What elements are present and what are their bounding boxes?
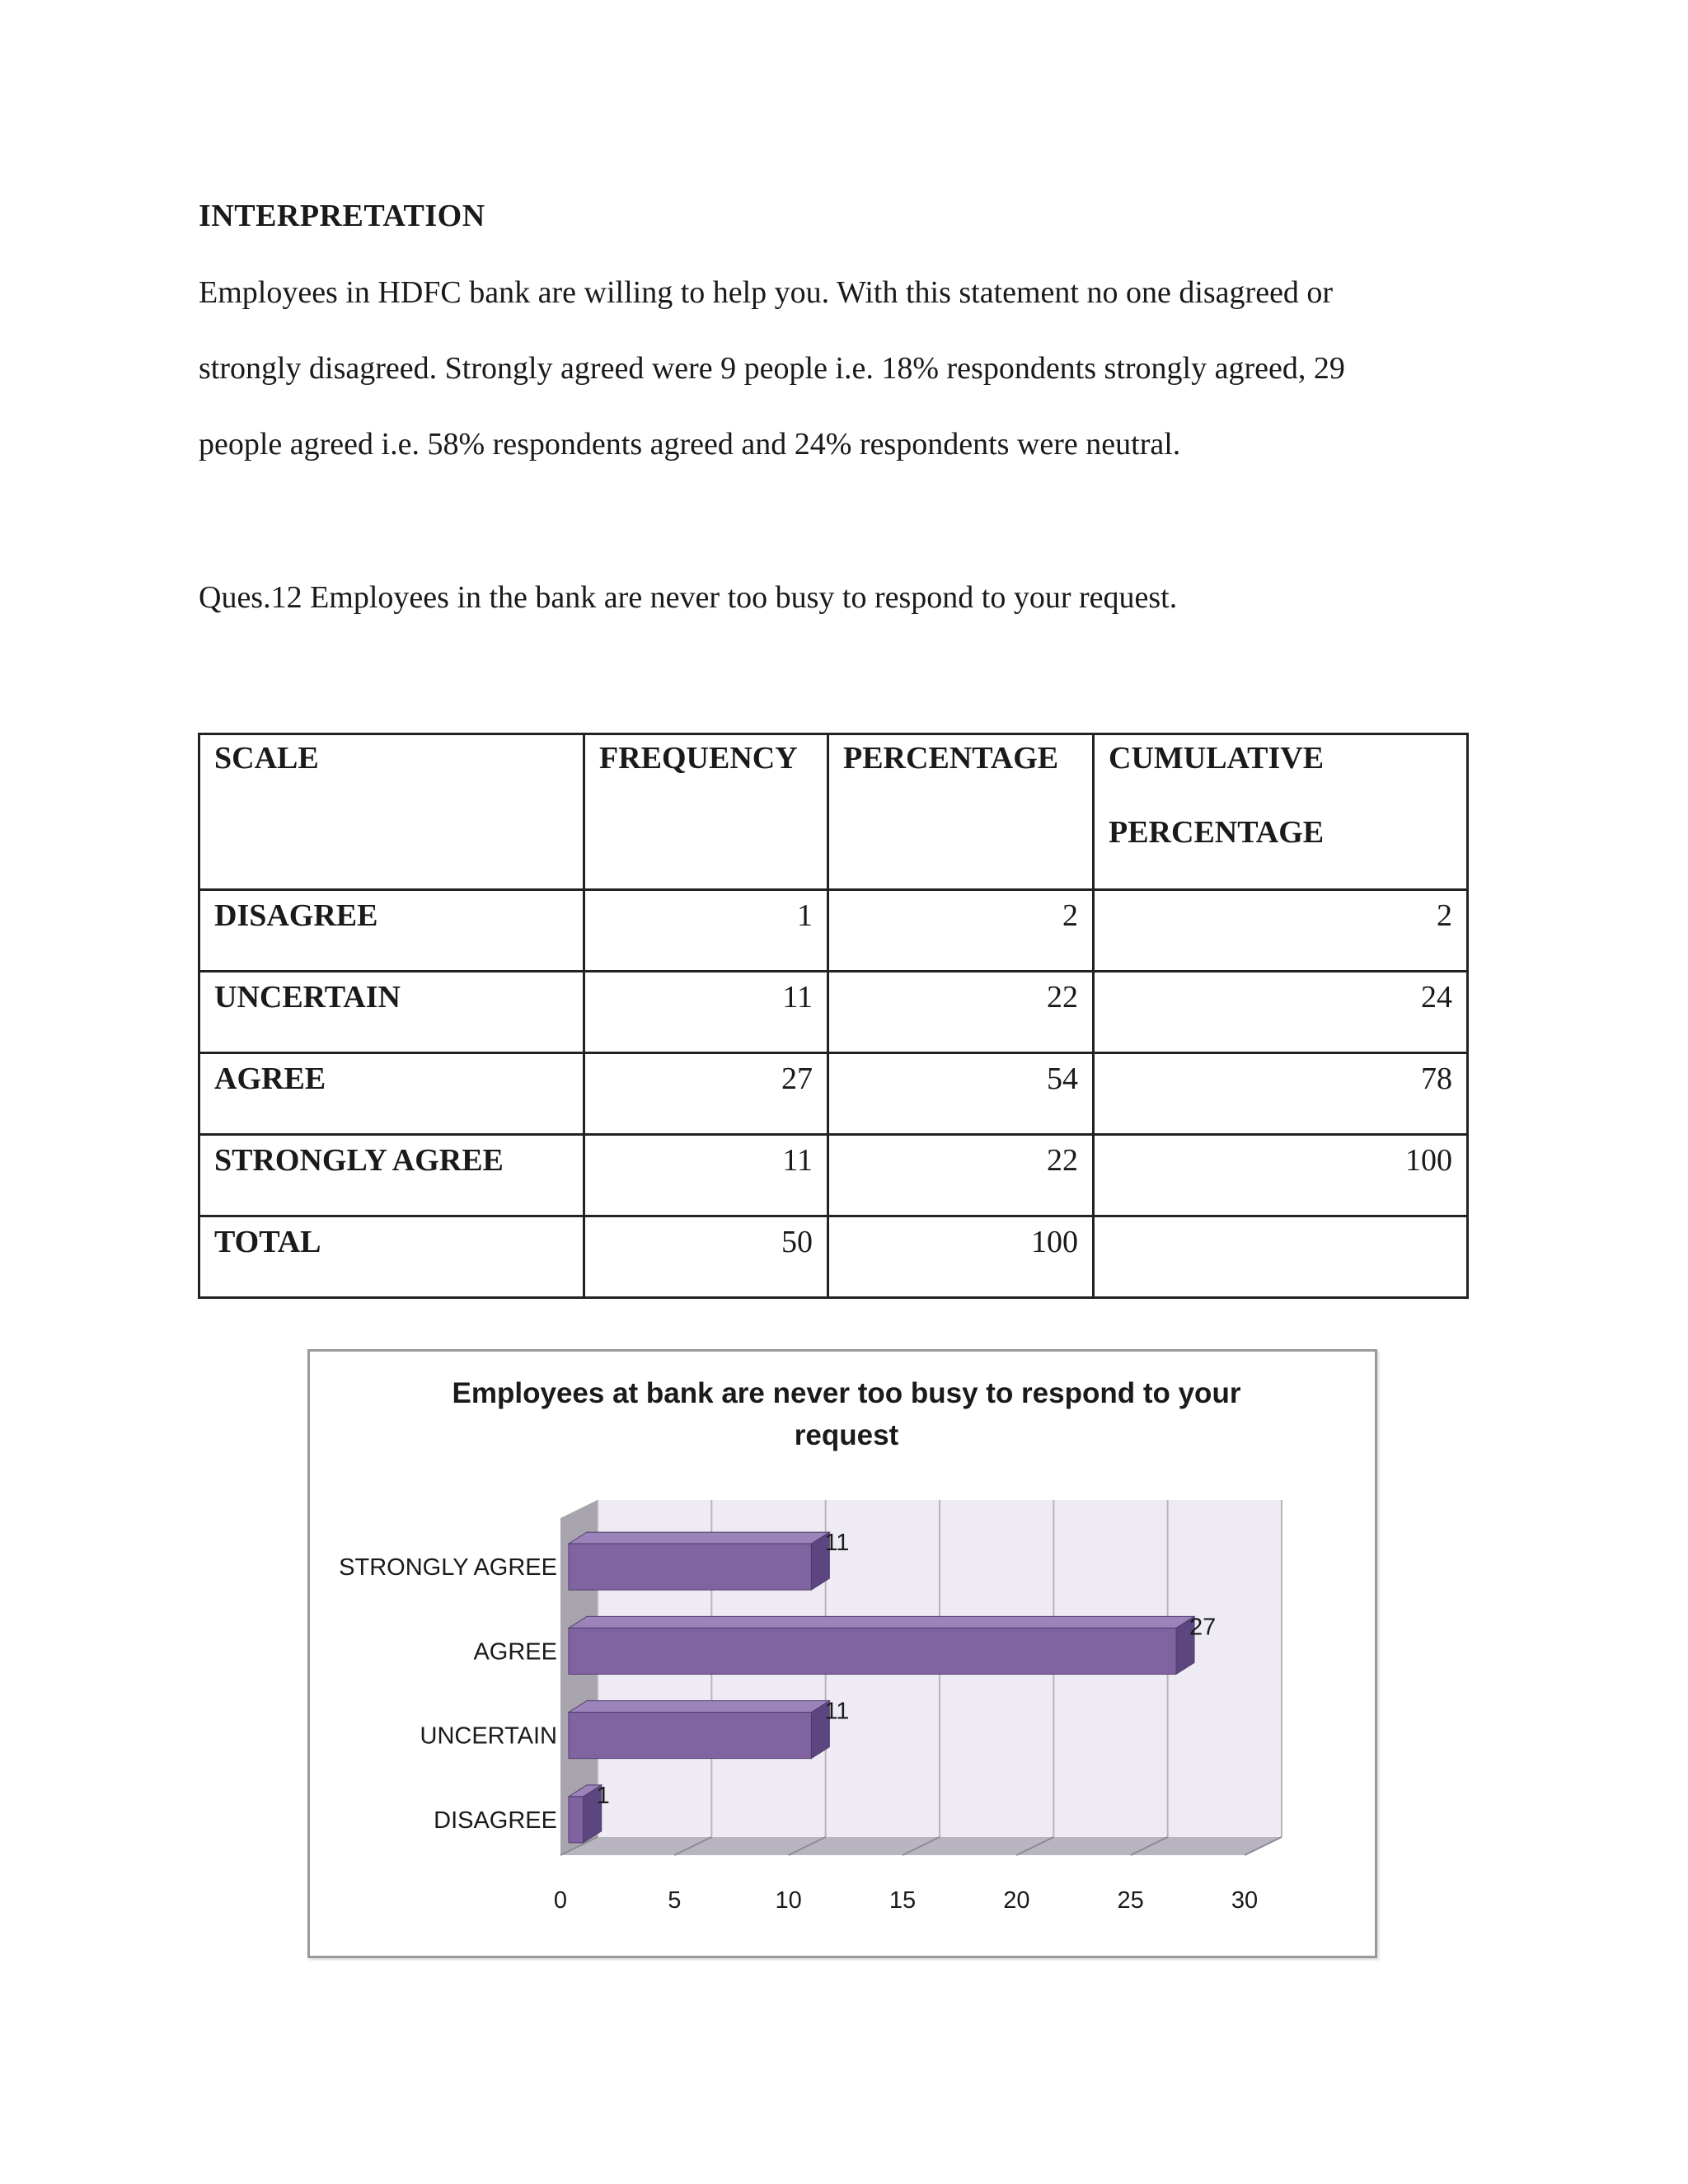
row-frequency: 11 bbox=[584, 972, 828, 1053]
row-frequency: 27 bbox=[584, 1053, 828, 1135]
table-row bbox=[199, 890, 1468, 972]
table-row bbox=[199, 972, 1468, 1053]
x-tick-label: 25 bbox=[1117, 1887, 1144, 1914]
header-scale: SCALE bbox=[199, 734, 584, 890]
category-label: UNCERTAIN bbox=[420, 1722, 557, 1750]
interpretation-line-3: people agreed i.e. 58% respondents agreed and 24% respondents were neutral. bbox=[199, 427, 1181, 462]
bar-top bbox=[569, 1701, 829, 1713]
row-cumulative: 2 bbox=[1094, 890, 1468, 972]
row-frequency: 1 bbox=[584, 890, 828, 972]
row-percentage: 22 bbox=[828, 972, 1094, 1053]
chart-title-line-2: request bbox=[794, 1419, 899, 1451]
row-scale: STRONGLY AGREE bbox=[199, 1135, 584, 1216]
row-cumulative bbox=[1094, 1216, 1468, 1298]
row-cumulative: 24 bbox=[1094, 972, 1468, 1053]
category-label: DISAGREE bbox=[434, 1807, 557, 1834]
x-tick-label: 0 bbox=[553, 1887, 568, 1914]
bar-top bbox=[569, 1616, 1194, 1628]
row-scale: AGREE bbox=[199, 1053, 584, 1135]
category-label: STRONGLY AGREE bbox=[339, 1554, 557, 1582]
bar-chart bbox=[310, 1352, 1375, 1956]
row-scale: UNCERTAIN bbox=[199, 972, 584, 1053]
row-cumulative: 78 bbox=[1094, 1053, 1468, 1135]
chart-title-line-1: Employees at bank are never too busy to respond to your bbox=[452, 1377, 1241, 1409]
x-tick-label: 5 bbox=[668, 1887, 682, 1914]
table-row bbox=[199, 1053, 1468, 1135]
row-percentage: 2 bbox=[828, 890, 1094, 972]
header-cumulative-percentage bbox=[1094, 734, 1468, 890]
bar bbox=[569, 1544, 811, 1590]
x-tick-label: 20 bbox=[1003, 1887, 1030, 1914]
row-percentage: 54 bbox=[828, 1053, 1094, 1135]
data-label: 1 bbox=[596, 1782, 610, 1809]
interpretation-line-1: Employees in HDFC bank are willing to help you. With this statement no one disagreed or bbox=[199, 275, 1334, 310]
x-tick-label: 15 bbox=[889, 1887, 917, 1914]
interpretation-heading: INTERPRETATION bbox=[199, 199, 485, 233]
bar bbox=[569, 1628, 1176, 1674]
row-scale: DISAGREE bbox=[199, 890, 584, 972]
header-cumulative-line-1: CUMULATIVE bbox=[1109, 741, 1325, 776]
row-scale: TOTAL bbox=[199, 1216, 584, 1298]
interpretation-line-2: strongly disagreed. Strongly agreed were 9 people i.e. 18% respondents strongly agreed, 29 bbox=[199, 351, 1345, 386]
x-tick-label: 30 bbox=[1231, 1887, 1259, 1914]
row-percentage: 100 bbox=[828, 1216, 1094, 1298]
row-cumulative: 100 bbox=[1094, 1135, 1468, 1216]
header-cumulative-line-2: PERCENTAGE bbox=[1109, 815, 1325, 850]
plot-area bbox=[339, 1500, 1282, 1914]
x-tick-label: 10 bbox=[775, 1887, 802, 1914]
frequency-table bbox=[198, 733, 1469, 1299]
data-label: 11 bbox=[824, 1698, 850, 1725]
bar bbox=[569, 1797, 584, 1843]
category-label: AGREE bbox=[473, 1638, 557, 1666]
bar-top bbox=[569, 1532, 829, 1544]
table-row-total bbox=[199, 1216, 1468, 1298]
header-frequency: FREQUENCY bbox=[584, 734, 828, 890]
row-frequency: 11 bbox=[584, 1135, 828, 1216]
question-text: Ques.12 Employees in the bank are never too busy to respond to your request. bbox=[199, 580, 1178, 615]
table-header-row bbox=[199, 734, 1468, 890]
bar bbox=[569, 1713, 811, 1759]
row-percentage: 22 bbox=[828, 1135, 1094, 1216]
data-label: 11 bbox=[824, 1530, 850, 1557]
header-percentage: PERCENTAGE bbox=[828, 734, 1094, 890]
row-frequency: 50 bbox=[584, 1216, 828, 1298]
table-row bbox=[199, 1135, 1468, 1216]
data-label: 27 bbox=[1189, 1614, 1217, 1641]
chart-container bbox=[307, 1349, 1377, 1958]
